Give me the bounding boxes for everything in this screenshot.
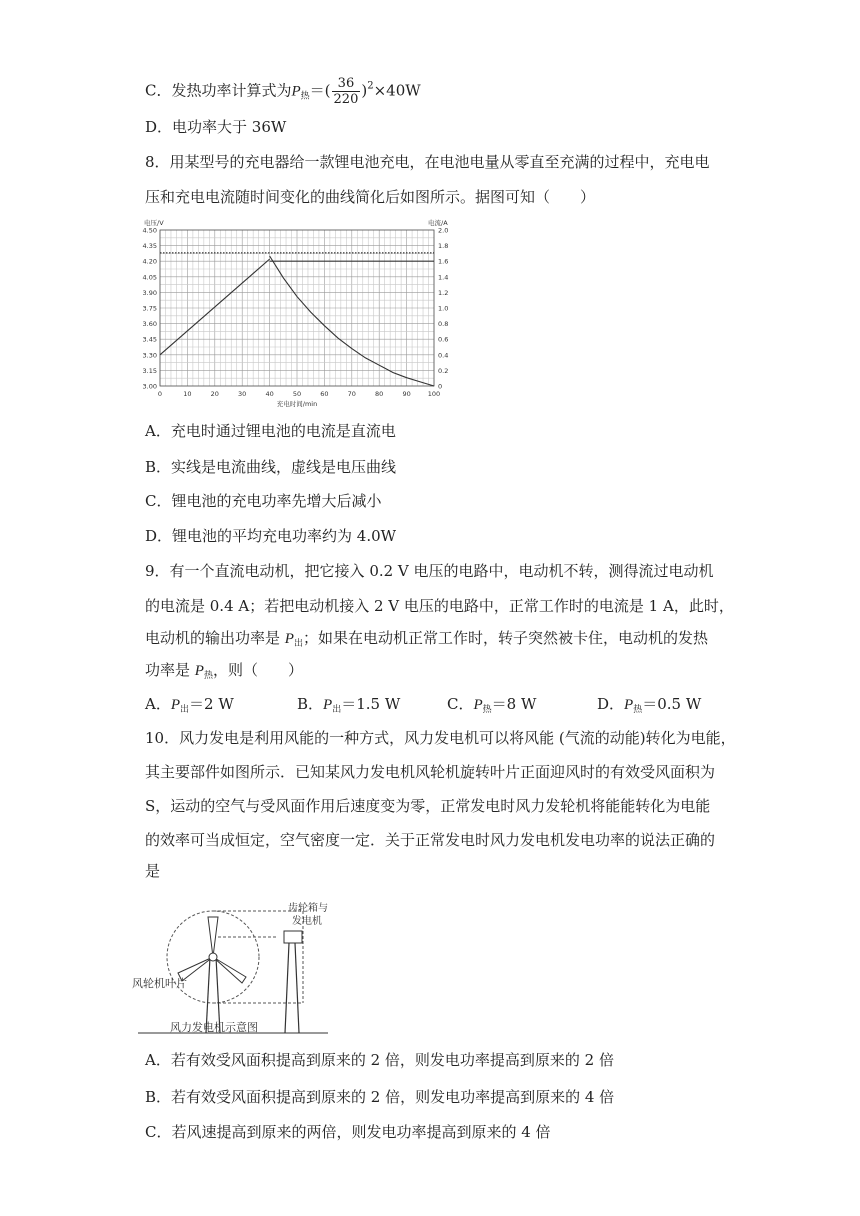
- q7-option-d: D．电功率大于 36W: [145, 118, 287, 136]
- right-tick-label: 1.6: [438, 257, 449, 266]
- x-tick-label: 30: [238, 390, 247, 398]
- right-tick-label: 1.4: [438, 273, 449, 282]
- q7-power-symbol: P: [291, 83, 301, 100]
- q9-p-heat-sub: 热: [203, 671, 213, 681]
- chart-grid: [160, 230, 434, 386]
- x-tick-label: 80: [375, 390, 384, 398]
- q9-p-out-sub: 出: [293, 639, 303, 649]
- q9-option-c-symbol: P: [473, 697, 483, 713]
- q7-power-subscript: 热: [300, 91, 310, 102]
- q9-option-a-value: ＝2 W: [189, 695, 234, 713]
- x-tick-label: 10: [183, 390, 192, 398]
- q9-line-1: 9．有一个直流电动机，把它接入 0.2 V 电压的电路中，电动机不转，测得流过电动机: [145, 562, 714, 580]
- q9-line-4-pre: 功率是: [145, 661, 195, 679]
- right-tick-label: 0.4: [438, 351, 449, 360]
- x-tick-label: 100: [427, 390, 441, 398]
- x-tick-label: 0: [157, 390, 163, 398]
- left-tick-label: 4.20: [142, 257, 157, 266]
- q8-option-d: D．锂电池的平均充电功率约为 4.0W: [145, 527, 397, 545]
- q7-equals-paren: ＝(: [309, 81, 331, 100]
- charging-chart: [140, 216, 470, 412]
- q7-close-paren: ): [361, 81, 368, 100]
- side-tower-right: [295, 943, 299, 1033]
- left-tick-label: 3.30: [142, 351, 157, 360]
- left-tick-label: 3.15: [142, 366, 157, 375]
- q9-option-c-label: C．: [447, 695, 474, 713]
- left-tick-label: 3.00: [142, 382, 157, 391]
- q9-option-b-sub: 出: [332, 705, 342, 715]
- chart-labels: [143, 218, 449, 408]
- q10-line-5: 是: [145, 862, 161, 880]
- q10-line-3: S，运动的空气与受风面作用后速度变为零，正常发电时风力发轮机将能能转化为电能: [145, 797, 711, 815]
- q9-option-a: [145, 694, 234, 720]
- label-blade: 风轮机叶片: [132, 977, 187, 990]
- x-tick-label: 20: [210, 390, 219, 398]
- turbine-blade-right: [213, 957, 246, 983]
- q8-stem-line-1: 8．用某型号的充电器给一款锂电池充电，在电池电量从零直至充满的过程中，充电电: [145, 153, 710, 171]
- q9-option-c-value: ＝8 W: [491, 695, 537, 713]
- q9-option-c: [447, 694, 536, 720]
- q9-line-4: [145, 660, 303, 686]
- wind-turbine-figure: [128, 895, 338, 1045]
- q9-option-d: [597, 694, 701, 720]
- q10-line-1: 10．风力发电是利用风能的一种方式，风力发电机可以将风能 (气流的动能)转化为电能，: [145, 729, 736, 747]
- q9-option-a-symbol: P: [170, 697, 181, 713]
- left-tick-label: 3.60: [142, 320, 157, 329]
- x-tick-label: 60: [320, 390, 329, 398]
- left-tick-label: 3.45: [142, 335, 157, 344]
- x-tick-label: 90: [402, 390, 411, 398]
- q7-fraction-numerator: 36: [332, 76, 361, 92]
- q10-line-4: 的效率可当成恒定，空气密度一定．关于正常发电时风力发电机发电功率的说法正确的: [145, 831, 716, 849]
- q9-option-b: [297, 694, 400, 720]
- right-tick-label: 2.0: [438, 226, 449, 235]
- x-axis-label: 充电时间/min: [276, 400, 318, 408]
- right-tick-label: 1.0: [438, 304, 449, 313]
- q9-option-a-label: A．: [145, 695, 171, 713]
- q7-exponent: 2: [367, 80, 374, 92]
- right-tick-label: 0.6: [438, 335, 449, 344]
- q7-fraction-denominator: 220: [333, 92, 359, 107]
- q10-option-c: C．若风速提高到原来的两倍，则发电功率提高到原来的 4 倍: [145, 1123, 551, 1141]
- x-tick-label: 70: [347, 390, 356, 398]
- x-tick-label: 40: [265, 390, 274, 398]
- q9-option-a-sub: 出: [180, 705, 190, 715]
- q9-line-3: [145, 628, 708, 654]
- q9-line-2: 的电流是 0.4 A；若把电动机接入 2 V 电压的电路中，正常工作时的电流是 1 A，此时，: [145, 597, 734, 615]
- q9-option-b-symbol: P: [323, 697, 333, 713]
- q9-line-4-post: ，则（ ）: [212, 661, 303, 679]
- q10-option-a: A．若有效受风面积提高到原来的 2 倍，则发电功率提高到原来的 2 倍: [145, 1051, 614, 1069]
- q8-option-b: B．实线是电流曲线，虚线是电压曲线: [145, 458, 397, 476]
- q9-option-d-label: D．: [597, 695, 625, 713]
- right-tick-label: 0.2: [438, 366, 449, 375]
- right-tick-label: 1.8: [438, 242, 449, 251]
- q7-fraction: [332, 76, 361, 107]
- right-tick-label: 1.2: [438, 288, 449, 297]
- label-gearbox: 齿轮箱与: [288, 903, 328, 914]
- left-tick-label: 4.05: [142, 273, 157, 282]
- q8-stem-line-2: 压和充电电流随时间变化的曲线简化后如图所示。据图可知（ ）: [145, 188, 596, 206]
- x-tick-label: 50: [292, 390, 302, 398]
- turbine-blade-up: [208, 917, 218, 957]
- q9-p-out-symbol: P: [284, 631, 294, 647]
- q9-option-b-value: ＝1.5 W: [341, 695, 401, 713]
- q8-option-c: C．锂电池的充电功率先增大后减小: [145, 492, 382, 510]
- label-generator: 发电机: [292, 916, 322, 927]
- q7-tail: ×40W: [373, 81, 421, 100]
- q9-option-b-label: B．: [297, 695, 324, 713]
- q9-option-d-sub: 热: [633, 705, 643, 715]
- left-tick-label: 3.90: [142, 288, 157, 297]
- q7-option-c: [145, 76, 421, 107]
- q9-line-3-post: ；如果在电动机正常工作时，转子突然被卡住，电动机的发热: [302, 629, 708, 647]
- q7-option-c-prefix: C．发热功率计算式为: [145, 81, 292, 100]
- q8-option-a: A．充电时通过锂电池的电流是直流电: [145, 422, 396, 440]
- left-tick-label: 4.50: [142, 226, 157, 235]
- q9-line-3-pre: 电动机的输出功率是: [145, 629, 285, 647]
- left-axis-label: 电压/V: [144, 219, 164, 227]
- q10-option-b: B．若有效受风面积提高到原来的 2 倍，则发电功率提高到原来的 4 倍: [145, 1088, 615, 1106]
- q9-option-c-sub: 热: [482, 705, 492, 715]
- q10-line-2: 其主要部件如图所示．已知某风力发电机风轮机旋转叶片正面迎风时的有效受风面积为: [145, 763, 716, 781]
- turbine-hub: [209, 953, 217, 961]
- left-tick-label: 3.75: [142, 304, 157, 313]
- q9-p-heat-symbol: P: [194, 663, 204, 679]
- q9-option-d-symbol: P: [624, 697, 634, 713]
- right-tick-label: 0.8: [438, 320, 449, 329]
- q9-option-d-value: ＝0.5 W: [642, 695, 702, 713]
- right-axis-label: 电流/A: [428, 219, 448, 227]
- left-tick-label: 4.35: [142, 242, 157, 251]
- nacelle-box: [284, 931, 302, 943]
- figure-caption: 风力发电机示意图: [170, 1021, 258, 1034]
- side-tower-left: [285, 943, 289, 1033]
- right-tick-label: 0: [438, 382, 443, 391]
